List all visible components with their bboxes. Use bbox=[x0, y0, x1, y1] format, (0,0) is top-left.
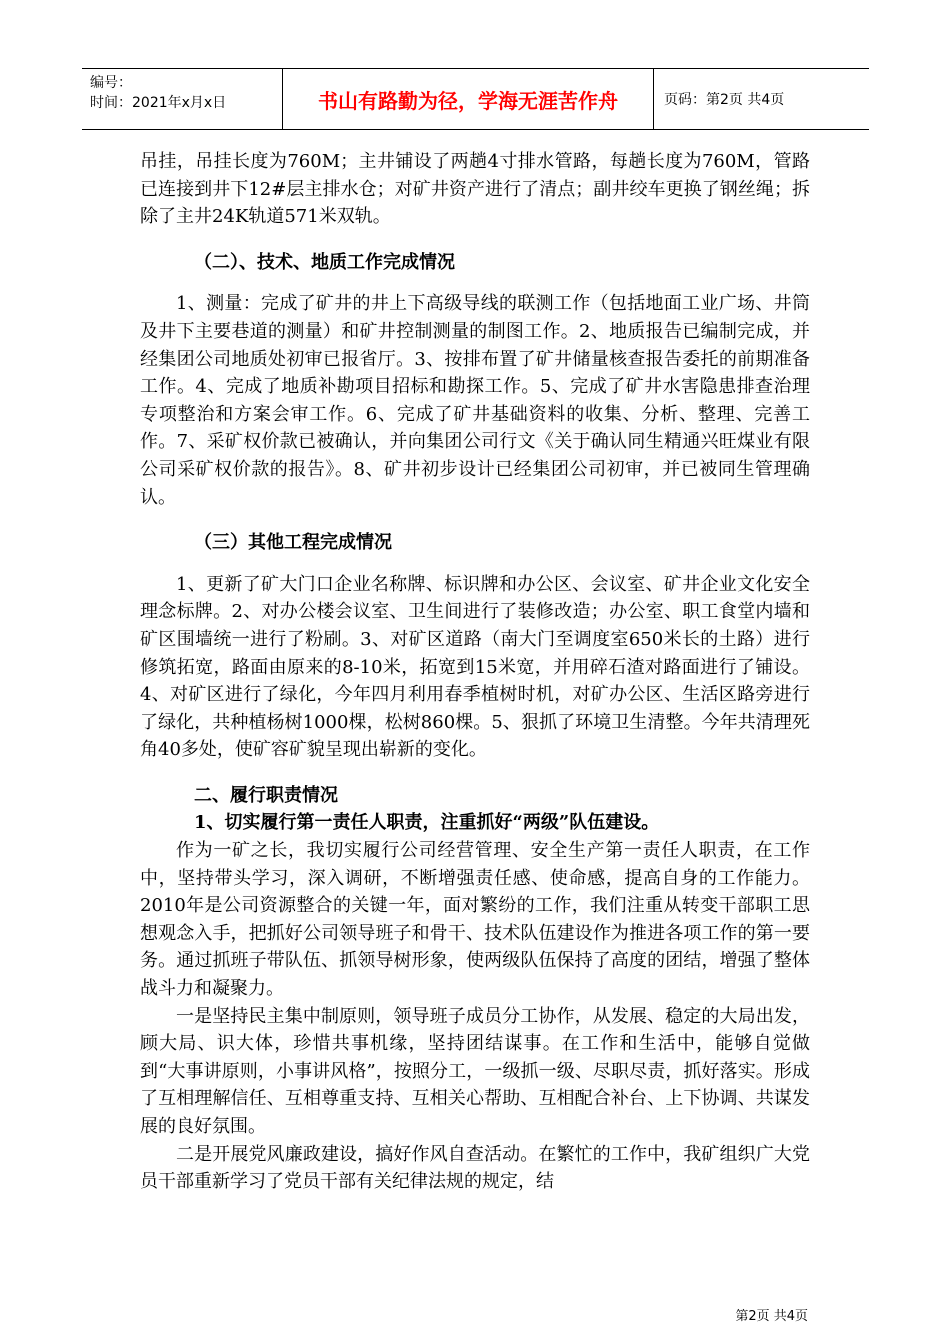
page-footer: 第2页 共4页 bbox=[735, 1309, 808, 1324]
paragraph-duty-1: 作为一矿之长，我切实履行公司经营管理、安全生产第一责任人职责，在工作中，坚持带头学习，深入调研，不断增强责任感、使命感，提高自身的工作能力。2010年是公司资源整合的关键一年，面对繁纷的工作，我们注重从转变干部职工思想观念入手，把抓好公司领导班子和骨干、技术队伍建设作为推进各项工作的第一要务。通过抓班子带队伍、抓领导树形象，使两级队伍保持了高度的团结，增强了整体战斗力和凝聚力。 bbox=[140, 840, 810, 1000]
subheading-duty-1: 1、切实履行第一责任人职责，注重抓好“两级”队伍建设。 bbox=[194, 812, 660, 834]
paragraph-duty-3: 二是开展党风廉政建设，搞好作风自查活动。在繁忙的工作中，我矿组织广大党员干部重新学习了党员干部有关纪律法规的规定，结 bbox=[140, 1143, 810, 1193]
document-number-label: 编号： bbox=[90, 75, 132, 91]
header-page-number: 页码：第2页 共4页 bbox=[664, 92, 785, 108]
header-motto: 书山有路勤为径，学海无涯苦作舟 bbox=[282, 69, 654, 129]
page-header bbox=[82, 68, 869, 130]
document-body bbox=[140, 148, 810, 1196]
document-time-label: 时间：2021年x月x日 bbox=[90, 95, 227, 111]
section-heading-technical: （二）、技术、地质工作完成情况 bbox=[194, 251, 455, 273]
paragraph-duty-2: 一是坚持民主集中制原则，领导班子成员分工协作，从发展、稳定的大局出发，顾大局、识大体，珍惜共事机缘，坚持团结谋事。在工作和生活中，能够自觉做到“大事讲原则，小事讲风格”，按照分工，一级抓一级、尽职尽责，抓好落实。形成了互相理解信任、互相尊重支持、互相关心帮助、互相配合补台、上下协调、共谋发展的良好氛围。 bbox=[140, 1005, 810, 1137]
header-meta bbox=[82, 69, 282, 129]
paragraph-technical: 1、测量：完成了矿井的井上下高级导线的联测工作（包括地面工业广场、井筒及井下主要巷道的测量）和矿井控制测量的制图工作。2、地质报告已编制完成，并经集团公司地质处初审已报省厅。3、按排布置了矿井储量核查报告委托的前期准备工作。4、完成了地质补勘项目招标和勘探工作。5、完成了矿井水害隐患排查治理专项整治和方案会审工作。6、完成了矿井基础资料的收集、分析、整理、完善工作。7、采矿权价款已被确认，并向集团公司行文《关于确认同生精通兴旺煤业有限公司采矿权价款的报告》。8、矿井初步设计已经集团公司初审，并已被同生管理确认。 bbox=[140, 293, 810, 508]
section-heading-duty: 二、履行职责情况 bbox=[194, 784, 338, 806]
section-heading-other: （三）其他工程完成情况 bbox=[194, 532, 392, 554]
paragraph-other: 1、更新了矿大门口企业名称牌、标识牌和办公区、会议室、矿井企业文化安全理念标牌。2、对办公楼会议室、卫生间进行了装修改造；办公室、职工食堂内墙和矿区围墙统一进行了粉刷。3、对矿区道路（南大门至调度室650米长的土路）进行修筑拓宽，路面由原来的8-10米，拓宽到15米宽，并用碎石渣对路面进行了铺设。4、对矿区进行了绿化，今年四月利用春季植树时机，对矿办公区、生活区路旁进行了绿化，共种植杨树1000棵，松树860棵。5、狠抓了环境卫生清整。今年共清理死角40多处，使矿容矿貌呈现出崭新的变化。 bbox=[140, 573, 810, 761]
paragraph-continuation: 吊挂，吊挂长度为760M；主井铺设了两趟4寸排水管路，每趟长度为760M，管路已连接到井下12#层主排水仓；对矿井资产进行了清点；副井绞车更换了钢丝绳；拆除了主井24K轨道571米双轨。 bbox=[140, 151, 810, 228]
